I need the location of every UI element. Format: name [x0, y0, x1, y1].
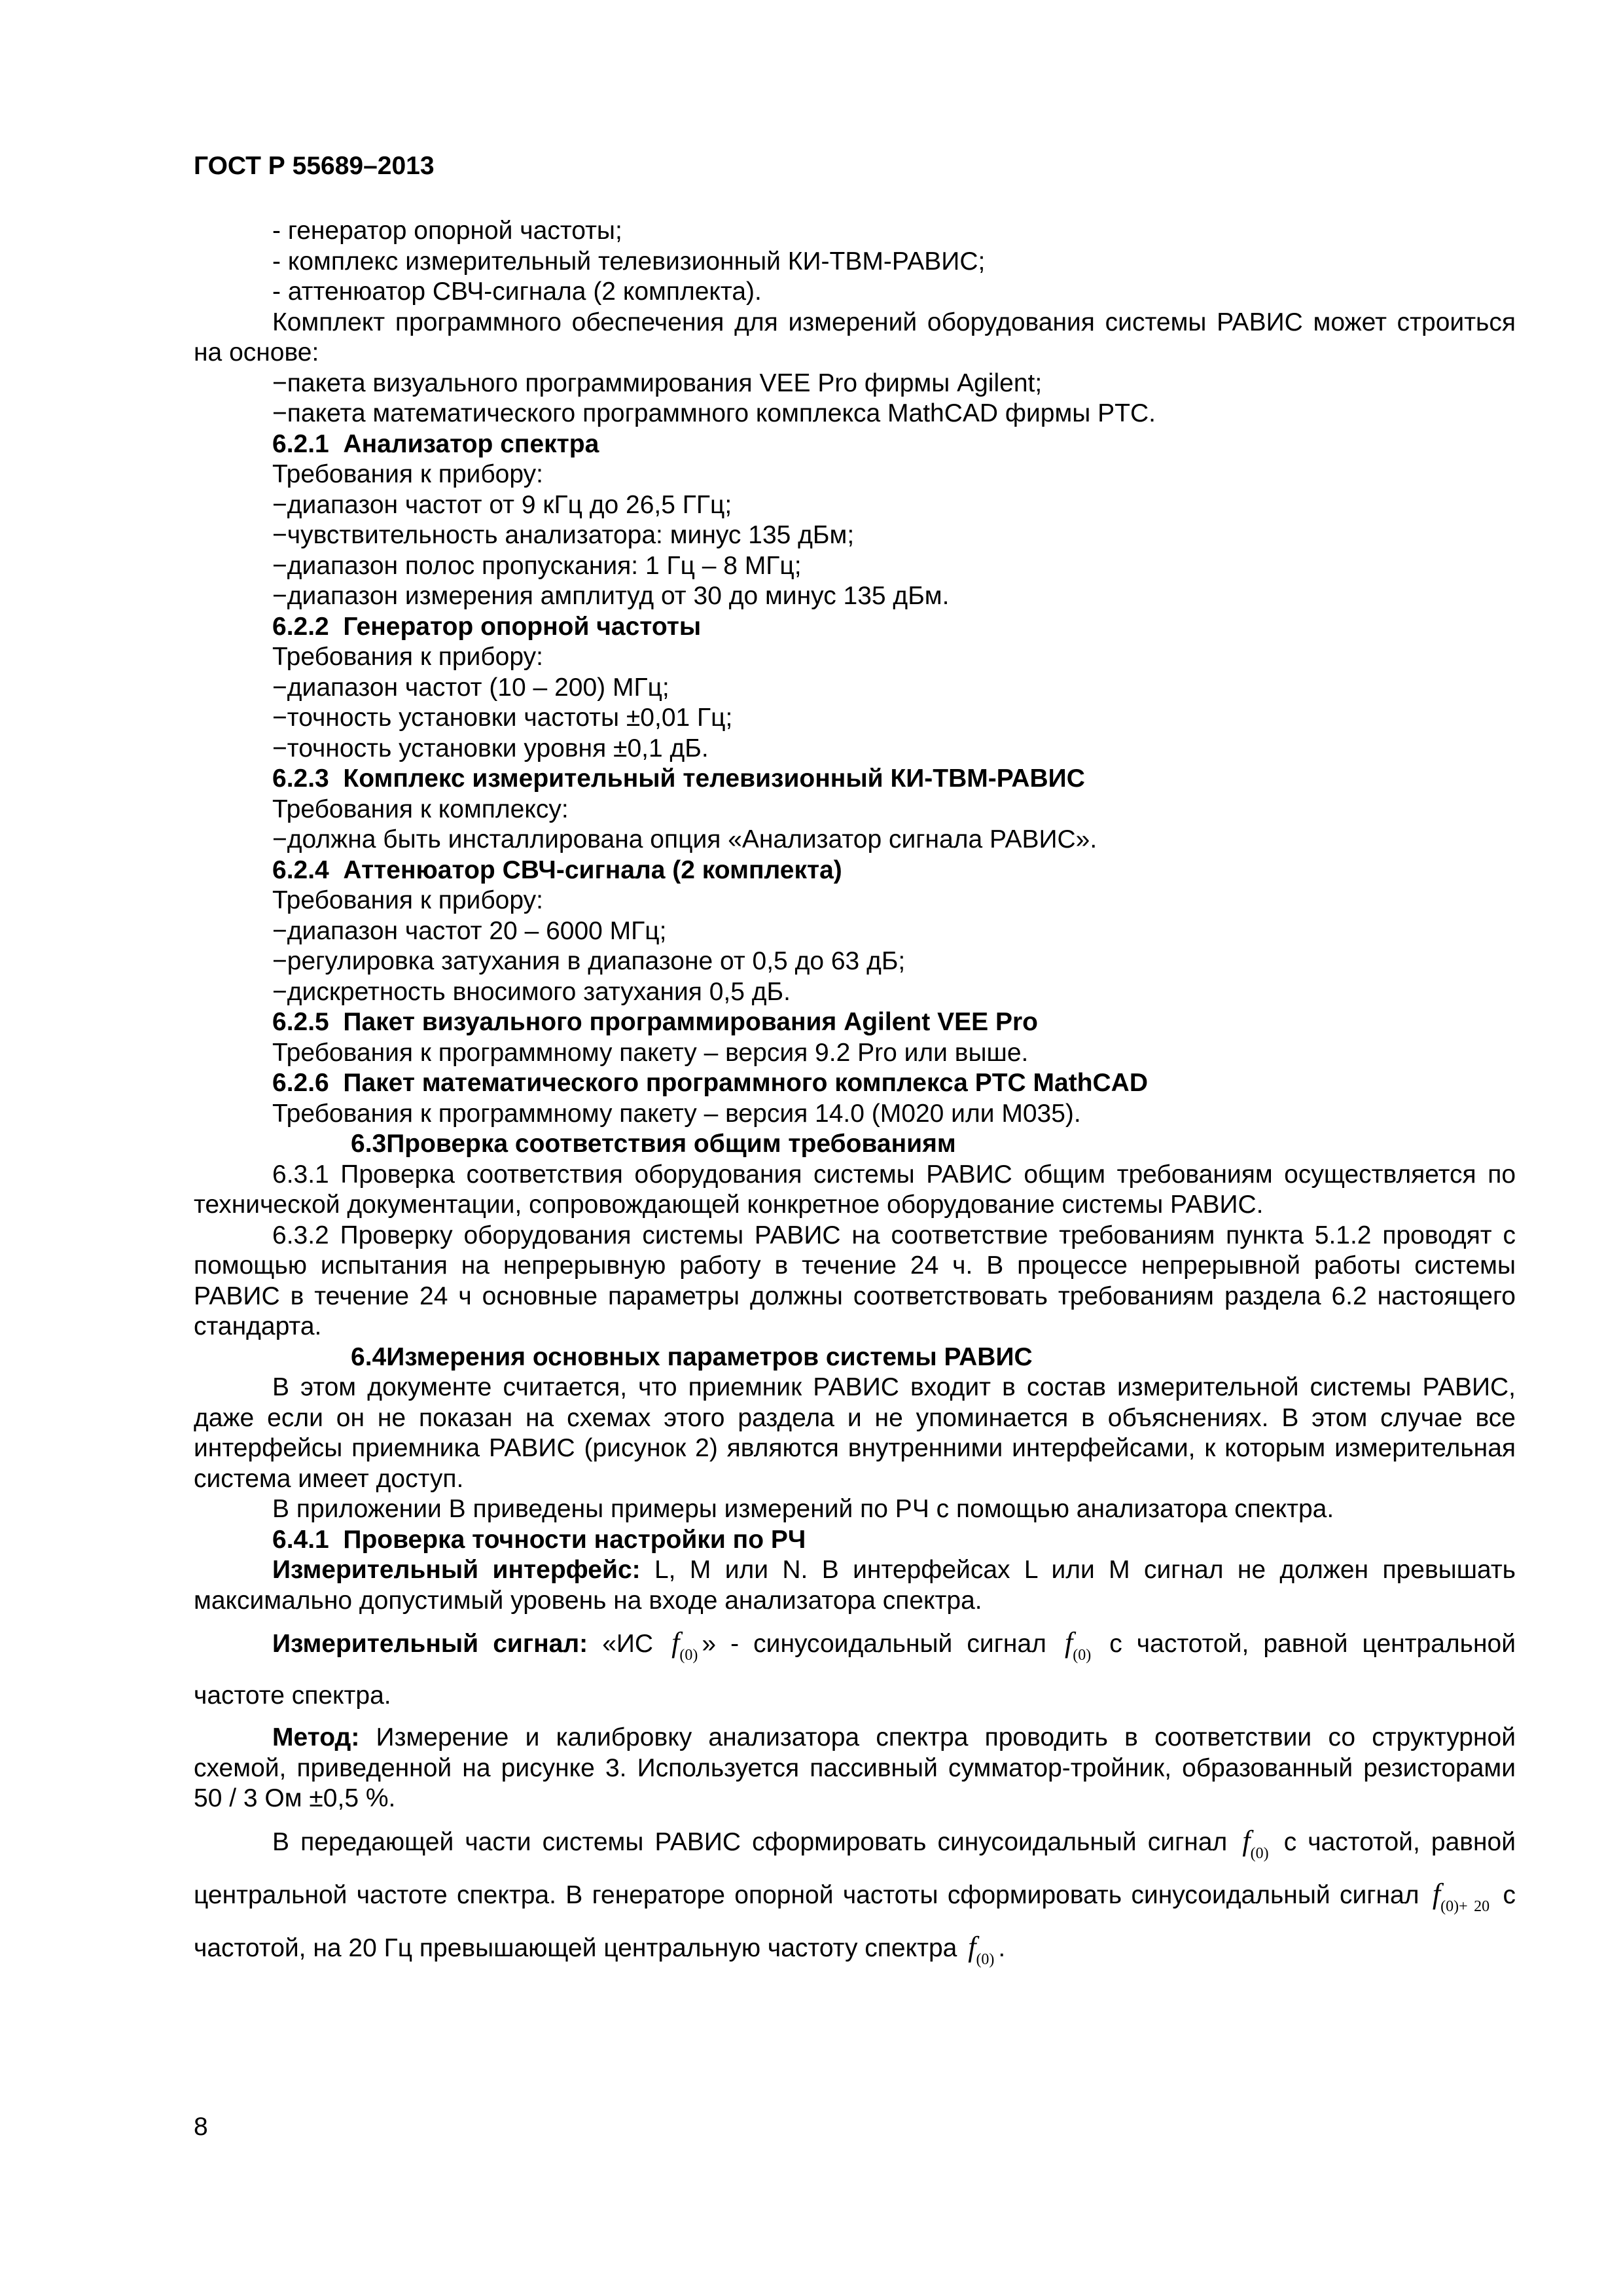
paragraph-6-4-intro: В этом документе считается, что приемник РАВИС входит в состав измерительной системы РАВИС, даже если он не показан на схемах этого раздела и не упоминается в объяснениях. В этом случае все интерфейсы приемника РАВИС (рисунок 2) являются внутренними интерфейсами, к которым измерительная система имеет доступ. [194, 1373, 1516, 1493]
paragraph-text: с частотой, равной центральной частоте спектра. В генераторе опорной частоты сформировать синусоидальный сигнал [194, 1827, 1516, 1909]
formula-f0 [668, 1626, 702, 1664]
paragraph-text: В передающей части системы РАВИС сформировать синусоидальный сигнал [272, 1827, 1239, 1856]
page-number: 8 [194, 2113, 208, 2141]
formula-f0 [964, 1930, 998, 1968]
list-item: - комплекс измерительный телевизионный КИ-ТВМ-РАВИС; [272, 247, 986, 276]
formula-symbol: f [1242, 1824, 1251, 1857]
list-item: −пакета математического программного комплекса MathCAD фирмы PTC. [272, 399, 1156, 427]
paragraph-software-intro: Комплект программного обеспечения для измерений оборудования системы РАВИС может строиться на основе: [194, 308, 1516, 367]
paragraph-method [194, 1723, 1516, 1814]
list-item: −диапазон частот 20 – 6000 МГц; [272, 916, 667, 945]
list-item: −чувствительность анализатора: минус 135 дБм; [272, 521, 855, 549]
list-item: −регулировка затухания в диапазоне от 0,5 до 63 дБ; [272, 947, 906, 975]
paragraph-text: с частотой, на 20 Гц превышающей центральную частоту спектра [194, 1880, 1516, 1962]
section-number: 6.4 [351, 1342, 387, 1371]
section-title: Аттенюатор СВЧ-сигнала (2 комплекта) [343, 855, 842, 884]
section-title: Пакет математического программного комплекса PTC MathCAD [343, 1069, 1149, 1097]
term-label: Измерительный сигнал: [272, 1630, 588, 1658]
clause-number: 6.3.1 [272, 1160, 329, 1189]
requirements-label: Требования к прибору: [272, 643, 543, 671]
section-heading-6-2-3 [194, 764, 1516, 795]
section-number: 6.2.4 [272, 855, 329, 884]
requirements-text: Требования к программному пакету – версия 9.2 Pro или выше. [272, 1038, 1029, 1067]
section-title: Измерения основных параметров системы РАВИС [386, 1342, 1033, 1371]
list-item: −дискретность вносимого затухания 0,5 дБ. [272, 977, 791, 1006]
section-number: 6.2.3 [272, 764, 329, 793]
section-title: Проверка соответствия общим требованиям [386, 1130, 956, 1158]
section-heading-6-2-2 [194, 612, 1516, 643]
formula-f0 [1061, 1626, 1095, 1664]
section-title: Комплекс измерительный телевизионный КИ-ТВМ-РАВИС [343, 764, 1085, 793]
paragraph-signal-generation [194, 1821, 1516, 1980]
formula-symbol: f [968, 1930, 976, 1963]
section-heading-6-2-5 [194, 1007, 1516, 1038]
paragraph-6-4-appendix: В приложении В приведены примеры измерений по РЧ с помощью анализатора спектра. [272, 1495, 1334, 1523]
section-number: 6.2.1 [272, 429, 329, 458]
list-item: −точность установки уровня ±0,1 дБ. [272, 734, 709, 762]
document-header: ГОСТ Р 55689–2013 [194, 152, 435, 180]
clause-text: Проверка соответствия оборудования системы РАВИС общим требованиям осуществляется по технической документации, сопровождающей конкретное оборудование системы РАВИС. [194, 1160, 1516, 1219]
section-heading-6-3 [194, 1129, 1516, 1160]
list-item: - аттенюатор СВЧ-сигнала (2 комплекта). [272, 278, 762, 306]
list-item: −точность установки частоты ±0,01 Гц; [272, 704, 733, 732]
requirements-label: Требования к комплексу: [272, 795, 569, 823]
section-number: 6.2.2 [272, 612, 329, 641]
section-title: Анализатор спектра [343, 429, 599, 458]
paragraph-6-3-1 [194, 1160, 1516, 1221]
formula-symbol: f [671, 1626, 680, 1659]
formula-symbol: f [1064, 1626, 1073, 1659]
section-number: 6.2.5 [272, 1008, 329, 1036]
term-text: » - синусоидальный сигнал [702, 1630, 1061, 1658]
document-body [194, 216, 1516, 1980]
formula-subscript: (0) [976, 1950, 995, 1968]
paragraph-measurement-interface [194, 1555, 1516, 1616]
paragraph-measurement-signal [194, 1623, 1516, 1716]
formula-subscript: (0)+ 20 [1440, 1897, 1490, 1915]
formula-f0-plus-20 [1429, 1877, 1493, 1915]
paragraph-6-3-2 [194, 1221, 1516, 1342]
list-item: −пакета визуального программирования VEE Pro фирмы Agilent; [272, 368, 1043, 397]
requirements-text: Требования к программному пакету – версия 14.0 (М020 или М035). [272, 1099, 1081, 1128]
formula-subscript: (0) [1250, 1844, 1269, 1862]
section-heading-6-2-1 [194, 429, 1516, 460]
term-text: Измерение и калибровку анализатора спектра проводить в соответствии со структурной схемой, приведенной на рисунке 3. Используется пассивный сумматор-тройник, образованный резисторами 50 / 3 Ом ±0,5 %. [194, 1723, 1516, 1812]
section-number: 6.4.1 [272, 1525, 329, 1554]
section-heading-6-4 [194, 1342, 1516, 1373]
term-label: Измерительный интерфейс: [272, 1556, 641, 1584]
requirements-label: Требования к прибору: [272, 460, 543, 488]
section-title: Проверка точности настройки по РЧ [343, 1525, 806, 1554]
list-item: −диапазон измерения амплитуд от 30 до минус 135 дБм. [272, 582, 950, 610]
paragraph-text: . [998, 1933, 1006, 1962]
term-text: L, M или N. В интерфейсах L или M сигнал не должен превышать максимально допустимый уровень на входе анализатора спектра. [194, 1556, 1516, 1615]
formula-f0 [1238, 1824, 1272, 1862]
section-heading-6-4-1 [194, 1525, 1516, 1556]
list-item: - генератор опорной частоты; [272, 217, 622, 245]
term-text: с частотой, равной центральной частоте спектра. [194, 1630, 1516, 1710]
term-label: Метод: [272, 1723, 360, 1751]
list-item: −диапазон частот от 9 кГц до 26,5 ГГц; [272, 490, 732, 519]
section-number: 6.2.6 [272, 1069, 329, 1097]
section-number: 6.3 [351, 1130, 387, 1158]
section-heading-6-2-6 [194, 1068, 1516, 1099]
clause-number: 6.3.2 [272, 1221, 329, 1249]
section-heading-6-2-4 [194, 855, 1516, 886]
list-item: −диапазон частот (10 – 200) МГц; [272, 673, 669, 702]
list-item: −должна быть инсталлирована опция «Анализатор сигнала РАВИС». [272, 825, 1097, 853]
list-item: −диапазон полос пропускания: 1 Гц – 8 МГц; [272, 551, 802, 580]
term-text: «ИС [588, 1630, 668, 1658]
formula-subscript: (0) [1073, 1647, 1092, 1664]
clause-text: Проверку оборудования системы РАВИС на соответствие требованиям пункта 5.1.2 проводят с помощью испытания на непрерывную работу в течение 24 ч. В процессе непрерывной работы системы РАВИС в течение 24 ч основные параметры должны соответствовать требованиям раздела 6.2 настоящего стандарта. [194, 1221, 1516, 1340]
formula-subscript: (0) [679, 1647, 698, 1664]
requirements-label: Требования к прибору: [272, 886, 543, 914]
section-title: Пакет визуального программирования Agilent VEE Pro [343, 1008, 1038, 1036]
section-title: Генератор опорной частоты [343, 612, 702, 641]
formula-symbol: f [1432, 1877, 1441, 1910]
